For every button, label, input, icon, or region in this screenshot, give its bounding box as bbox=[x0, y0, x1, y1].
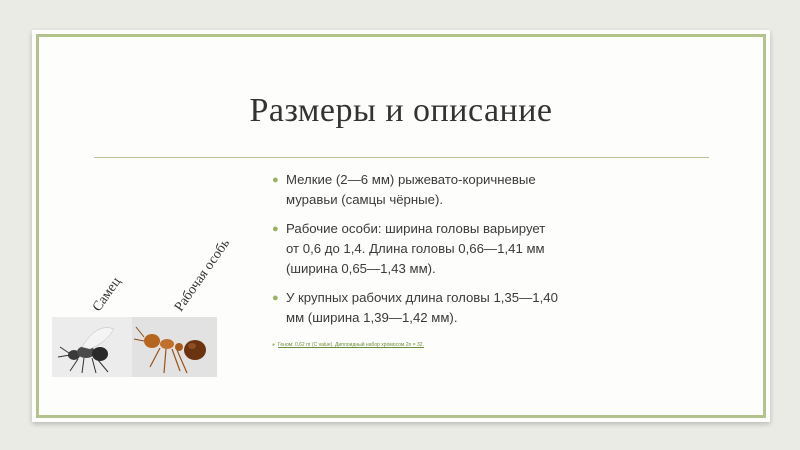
title-divider bbox=[94, 157, 709, 158]
bullet-text: У крупных рабочих длина головы 1,35—1,40 мм (ширина 1,39—1,42 мм). bbox=[286, 290, 558, 325]
bullet-text: Мелкие (2—6 мм) рыжевато-коричневые муравьи (самцы чёрные). bbox=[286, 172, 536, 207]
male-label: Самец bbox=[90, 274, 125, 315]
footnote bbox=[272, 342, 424, 348]
ant-photo bbox=[52, 317, 217, 377]
bullet-icon: ● bbox=[272, 292, 279, 304]
bullet-item bbox=[272, 170, 562, 210]
slide-card bbox=[32, 30, 770, 422]
bullet-item bbox=[272, 219, 562, 279]
footnote-link[interactable]: Геном: 0,62 пг (C value). Диплоидный набор хромосом 2n = 32. bbox=[278, 342, 424, 348]
bullet-icon: ● bbox=[272, 223, 279, 235]
slide-title: Размеры и описание bbox=[249, 92, 553, 129]
worker-label: Рабочая особь bbox=[172, 236, 234, 315]
bullet-list bbox=[272, 170, 562, 337]
bullet-icon: ● bbox=[272, 342, 276, 348]
bullet-item bbox=[272, 288, 562, 328]
bullet-icon: ● bbox=[272, 174, 279, 186]
ant-illustration bbox=[52, 317, 217, 377]
bullet-text: Рабочие особи: ширина головы варьирует от 0,6 до 1,4. Длина головы 0,66—1,41 мм (ширина 0,65—1,43 мм). bbox=[286, 221, 546, 276]
